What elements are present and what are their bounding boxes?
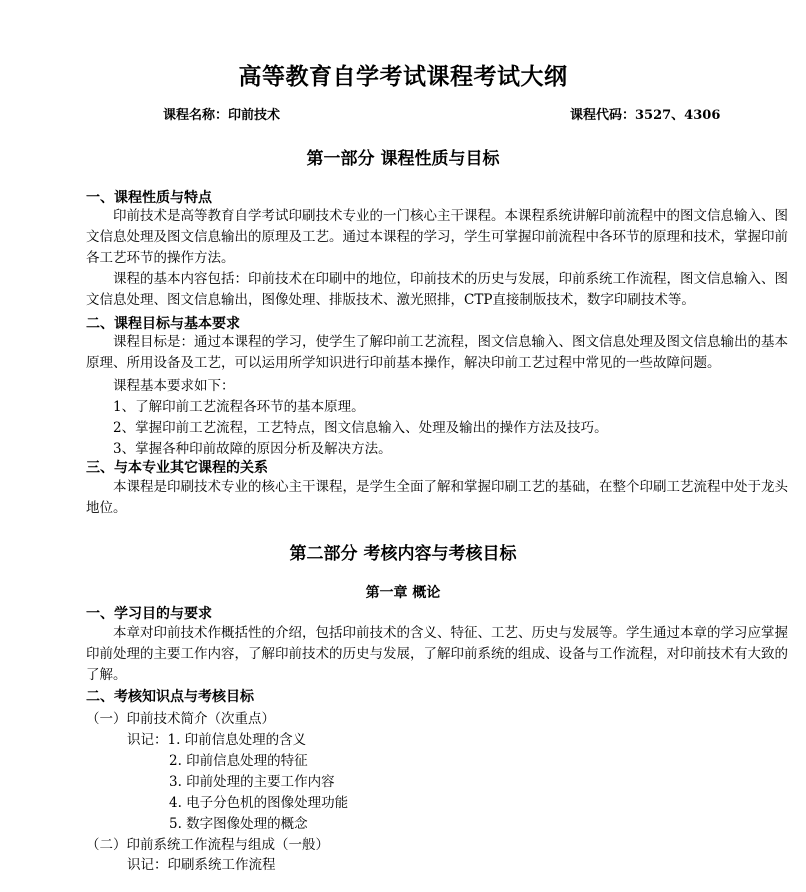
memorize-lead: 识记：印刷系统工作流程 (127, 857, 276, 873)
requirement-item: 2、掌握印前工艺流程，工艺特点，图文信息输入、处理及输出的操作方法及技巧。 (113, 420, 608, 436)
part1-section2-heading: 二、课程目标与基本要求 (86, 316, 240, 332)
part1-section1-heading: 一、课程性质与特点 (86, 190, 212, 206)
part1-section3-paragraph1: 本课程是印刷技术专业的核心主干课程，是学生全面了解和掌握印刷工艺的基础，在整个印刷工艺流程中处于龙头地位。 (86, 479, 788, 516)
requirement-item: 1、了解印前工艺流程各环节的基本原理。 (113, 399, 365, 415)
part2-section1-heading: 一、学习目的与要求 (86, 606, 212, 622)
subsection-heading: （二）印前系统工作流程与组成（一般） (86, 837, 329, 853)
part2-section1-paragraph1: 本章对印前技术作概括性的介绍，包括印前技术的含义、特征、工艺、历史与发展等。学生通过本章的学习应掌握印前处理的主要工作内容，了解印前技术的历史与发展，了解印前系统的组成、设备与工作流程，对印前技术有大致的了解。 (86, 625, 788, 683)
document-title: 高等教育自学考试课程考试大纲 (238, 63, 568, 90)
knowledge-item: 2. 印前信息处理的特征 (169, 753, 308, 769)
part1-section3-heading: 三、与本专业其它课程的关系 (86, 460, 268, 476)
knowledge-item: 5. 数字图像处理的概念 (169, 816, 308, 832)
knowledge-item: 4. 电子分色机的图像处理功能 (169, 795, 349, 811)
subsection-heading: （一）印前技术简介（次重点） (86, 711, 275, 727)
chapter-heading: 第一章 概论 (365, 585, 441, 601)
requirements-intro: 课程基本要求如下： (113, 378, 235, 394)
requirement-item: 3、掌握各种印前故障的原因分析及解决方法。 (113, 441, 392, 457)
part2-section2-heading: 二、考核知识点与考核目标 (86, 689, 254, 705)
course-code: 课程代码：3527、4306 (570, 108, 721, 123)
part1-section2-paragraph1: 课程目标是：通过本课程的学习，使学生了解印前工艺流程，图文信息输入、图文信息处理及图文信息输出的基本原理、所用设备及工艺，可以运用所学知识进行印前基本操作，解决印前工艺过程中常见的一些故障问题。 (86, 334, 788, 371)
part1-section1-paragraph1: 印前技术是高等教育自学考试印刷技术专业的一门核心主干课程。本课程系统讲解印前流程中的图文信息输入、图文信息处理及图文信息输出的原理及工艺。通过本课程的学习，学生可掌握印前流程中各环节的原理和技术，掌握印前各工艺环节的操作方法。 (86, 208, 788, 266)
course-name: 课程名称：印前技术 (163, 108, 281, 123)
part1-section1-paragraph2: 课程的基本内容包括：印前技术在印刷中的地位，印前技术的历史与发展，印前系统工作流程，图文信息输入、图文信息处理、图文信息输出，图像处理、排版技术、激光照排，CTP直接制版技术，数字印刷技术等。 (86, 271, 788, 308)
knowledge-item: 3. 印前处理的主要工作内容 (169, 774, 335, 790)
part1-heading: 第一部分 课程性质与目标 (306, 149, 500, 169)
memorize-lead: 识记：1. 印前信息处理的含义 (127, 732, 307, 748)
part2-heading: 第二部分 考核内容与考核目标 (289, 544, 517, 564)
